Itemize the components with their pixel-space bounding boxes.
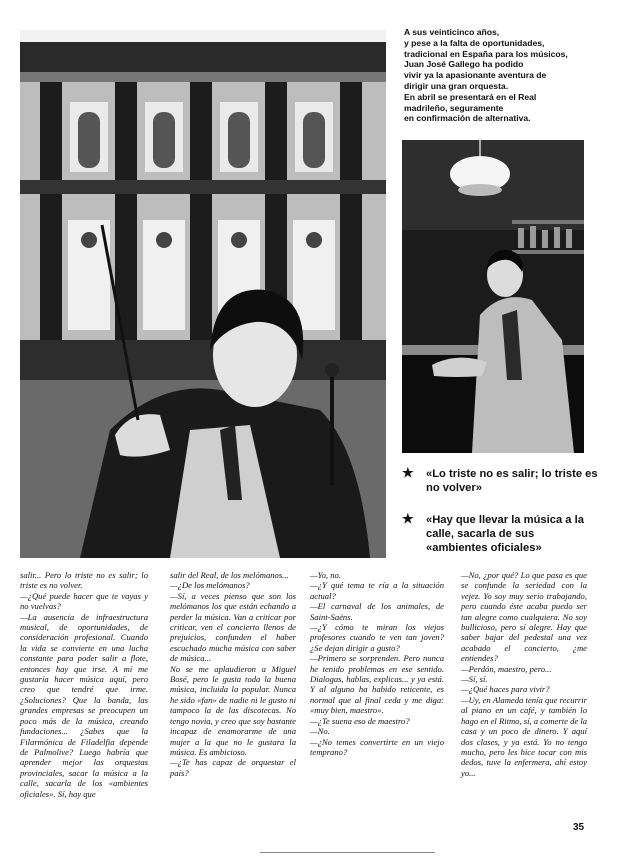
paragraph: —¿Y cómo te miran los viejos profesores cuando te ven tan joven? ¿Se dejan dirigir a gusto? <box>310 622 444 653</box>
paragraph: —El carnaval de los animales, de Saint-Saëns. <box>310 601 444 622</box>
caption-line: tradicional en España para los músicos, <box>404 48 568 59</box>
paragraph: —Sí, sí. <box>461 674 488 685</box>
paragraph: —¿No temes convertirte en un viejo temprano? <box>310 736 444 757</box>
paragraph: —¿Qué puede hacer que te vayas y no vuelvas? <box>20 590 148 612</box>
paragraph: —¿Te has capaz de orquestar el país? <box>170 757 296 778</box>
bar-photo <box>402 140 584 453</box>
footer-rule <box>260 852 435 856</box>
caption-line: vivir ya la apasionante aventura de <box>404 70 547 81</box>
pull-quote <box>402 467 598 495</box>
conductor-photo <box>20 30 386 558</box>
caption-line: A sus veinticinco años, <box>404 27 500 37</box>
article-column-3 <box>310 570 444 757</box>
photo-caption <box>404 27 600 124</box>
pull-quote-text: «Lo triste no es salir; lo triste es no volver» <box>426 468 598 494</box>
caption-line: dirigir una gran orquesta. <box>404 80 509 91</box>
paragraph: —No. <box>310 726 330 737</box>
page-number: 35 <box>573 822 585 833</box>
caption-line: En abril se presentará en el Real <box>404 91 537 102</box>
paragraph: —¿Qué haces para vivir? <box>461 684 550 695</box>
paragraph: —Yo, no. <box>310 570 341 580</box>
paragraph: salir... Pero lo triste no es salir; lo triste es no volver. <box>20 570 148 591</box>
article-column-4 <box>461 570 587 778</box>
paragraph: —Uy, en Alameda tenía que recurrir al piano en un café, y también lo hago en el Ritmo, sí, a comerte de la casa y un poco de dinero. Y aquí dos clases, y ya está. Yo no tengo mucho, pero les hice tocar con mis dedos, tuve la enfermera, ahí estoy yo... <box>461 694 588 778</box>
paragraph: —La ausencia de infraestructura musical, de oportunidades, de consideración profesional. Cuando la vida se convierte en una lucha constante para poder salir a flote, entonces hay que irse. A mí me gustaría hacer música aquí, pero creo que tendré que irme. ¿Soluciones? Que la banda, las grandes empresas se preocupen un poco más de la música, creando fundaciones... ¿Sabes que la Filarmónica de Filadelfia depende de Palmolive? Luego habría que aprender mejor las orquestas provinciales, sacar la música a la calle, sacarla de los «ambientes oficiales». Sí, hay que <box>20 611 148 799</box>
paragraph: salir del Real, de los melómanos... <box>170 570 289 580</box>
article-column-1 <box>20 570 148 799</box>
paragraph: —¿Y qué tema te ría a la situación actual? <box>310 580 444 601</box>
caption-line: madrileño, seguramente <box>404 102 504 113</box>
paragraph: —Perdón, maestro, pero... <box>461 663 552 674</box>
paragraph: —No, ¿por qué? Lo que pasa es que se confunde la seriedad con la vejez. Yo soy muy serio trabajando, pero cuando éste acaba puedo ser tan alegre como cualquiera. No soy bullicioso, pero sí alegre. Hay que saber bajar del pedestal una vez acabado el concierto, ¿me entiendes? <box>461 570 587 664</box>
article-column-2 <box>170 570 296 778</box>
pull-quote-text: «Hay que llevar la música a la calle, sacarla de sus «ambientes oficiales» <box>426 514 584 554</box>
paragraph: —¿Te suena eso de maestro? <box>310 715 410 726</box>
star-icon: ★ <box>402 511 414 526</box>
paragraph: —Primero se sorprenden. Pero nunca he tenido problemas en ese sentido. Dialogas, hablas, explicas... y ya está. Y al alguno ha habido reticente, es normal que al final ceda y me diga: «muy bien, maestro». <box>310 653 444 716</box>
paragraph: —Sí, a veces pienso que son los melómanos los que están echando a perder la música. Van a criticar por criticar, ven el concierto llenos de prejuicios, confunden el haber escuchado mucha música con saber de música... <box>170 590 296 664</box>
caption-line: y pese a la falta de oportunidades, <box>404 37 545 48</box>
paragraph: No se me aplaudieron a Miguel Bosé, pero le gusta toda la buena música, incluida la popular. Nunca he sido «fan» de nadie ni le gusto ni tampoco la de las discotecas. No tengo novia, y creo que soy bastante incapaz de enamorarme de una mujer a la que no le gustara la música. Es ambicioso. <box>170 663 296 757</box>
caption-line: en confirmación de alternativa. <box>404 113 531 124</box>
paragraph: —¿De los melómanos? <box>170 580 250 591</box>
caption-line: Juan José Gallego ha podido <box>404 59 524 70</box>
star-icon: ★ <box>402 465 414 480</box>
pull-quote <box>402 513 598 555</box>
